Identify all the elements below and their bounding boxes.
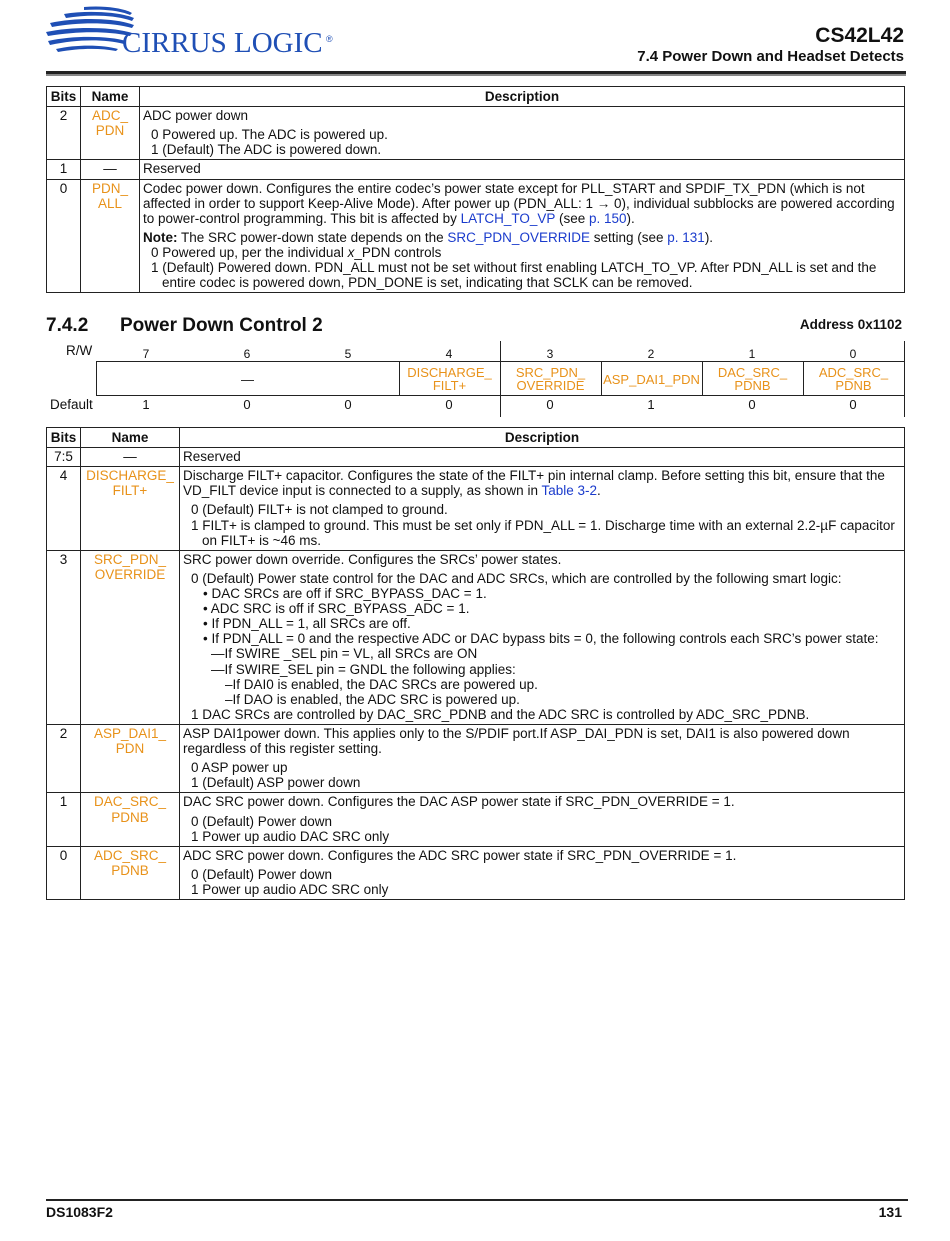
table-row: 0 PDN_ ALL Codec power down. Configures the entire codec’s power state except for PLL_START and SPDIF_TX_PDN (which is not affected in order to support Keep-Alive Mode). After power up (PDN_ALL: 1 → 0), individual subblocks are powered according to power-control programming. This bit is affected by LATCH_TO_VP (see p. 150). Note: The SRC power-down state depends on the SRC_PDN_OVERRIDE setting (see p. 131). 0 Powered up, per the individual x_PDN controls 1 (Default) Powered down. PDN_ALL must not be set without first enabling LATCH_TO_VP. After PDN_ALL is set and the entire codec is powered down, PDN_DONE is set, indicating that SCLK can be removed. — [47, 179, 905, 293]
default-value: 1 — [647, 397, 655, 412]
bit-number: 2 — [647, 347, 655, 361]
field-dac-src-pdnb: DAC_SRC_ PDNB — [717, 365, 788, 393]
document-id: CS42L42 — [815, 24, 904, 47]
field-adc-src-pdnb: ADC_SRC_ PDNB — [818, 365, 889, 393]
header-name: Name — [81, 87, 140, 107]
field-asp-dai1-pdn: ASP_DAI1_PDN — [603, 371, 700, 387]
header-bits: Bits — [47, 87, 81, 107]
field-discharge-filt: DISCHARGE_ FILT+ — [407, 365, 492, 393]
header-description: Description — [140, 87, 905, 107]
table-row: 3 SRC_PDN_ OVERRIDE SRC power down override. Configures the SRCs’ power states. 0 (Default) Power state control for the DAC and ADC SRCs, which are controlled by the following smart logic: • DAC SRCs are off if SRC_BYPASS_DAC = 1. • ADC SRC is off if SRC_BYPASS_ADC = 1. • If PDN_ALL = 1, all SRCs are off. • If PDN_ALL = 0 and the respective ADC or DAC bypass bits = 0, the following controls each SRC’s power state: —If SWIRE _SEL pin = VL, all SRCs are ON —If SWIRE_SEL pin = GNDL the following applies: –If DAI0 is enabled, the DAC SRCs are powered up. –If DAO is enabled, the ADC SRC is powered up. 1 DAC SRCs are controlled by DAC_SRC_PDNB and the ADC SRC is controlled by ADC_SRC_PDNB. — [47, 550, 905, 724]
register-address: Address 0x1102 — [799, 317, 902, 332]
table-header-row — [47, 87, 905, 107]
src-pdn-override-link[interactable]: SRC_PDN_OVERRIDE — [447, 229, 590, 245]
header-rule — [46, 71, 906, 76]
default-value: 0 — [445, 397, 453, 412]
bits-cell: 2 — [47, 107, 81, 160]
rw-label: R/W — [66, 343, 93, 358]
bit-number: 4 — [445, 347, 453, 361]
section-title: 7.4.2 Power Down Control 2 — [46, 315, 323, 336]
table-row: 7:5 — Reserved — [47, 448, 905, 467]
bit-description-table-1 — [46, 86, 905, 293]
register-map — [46, 341, 905, 417]
bit-number: 5 — [344, 347, 352, 361]
field-reserved: — — [241, 371, 254, 387]
table-row: 2 ASP_DAI1_ PDN ASP DAI1power down. This applies only to the S/PDIF port.If ASP_DAI_PDN is set, DAI1 is also powered down regardless of this register setting. 0 ASP power up 1 (Default) ASP power down — [47, 724, 905, 792]
logo-text: CIRRUS LOGIC — [122, 27, 323, 59]
default-value: 0 — [344, 397, 352, 412]
footer-rule — [46, 1199, 908, 1201]
page-131-link[interactable]: p. 131 — [667, 229, 705, 245]
default-value: 0 — [243, 397, 251, 412]
table-row: 4 DISCHARGE_ FILT+ Discharge FILT+ capacitor. Configures the state of the FILT+ pin internal clamp. Before setting this bit, ensure that the VD_FILT device input is connected to a supply, as shown in Table 3-2. 0 (Default) FILT+ is not clamped to ground. 1 FILT+ is clamped to ground. This must be set only if PDN_ALL = 1. Discharge time with an external 2.2-µF capacitor on FILT+ is ~46 ms. — [47, 467, 905, 551]
footer-document-id: DS1083F2 — [46, 1204, 113, 1220]
bit-number: 6 — [243, 347, 251, 361]
bit-number: 0 — [849, 347, 857, 361]
table-3-2-link[interactable]: Table 3-2 — [541, 483, 598, 499]
table-row — [47, 107, 905, 160]
section-header: 7.4 Power Down and Headset Detects — [637, 48, 904, 65]
latch-to-vp-link[interactable]: LATCH_TO_VP — [460, 210, 556, 226]
bit-number: 1 — [748, 347, 756, 361]
bit-description-table-2 — [46, 427, 905, 900]
description-cell: Codec power down. Configures the entire codec’s power state except for PLL_START and SPDIF_TX_PDN (which is not affected in order to support Keep-Alive Mode). After power up (PDN_ALL: 1 → 0), individual subblocks are powered according to power-control programming. This bit is affected by LATCH_TO_VP (see p. 150). Note: The SRC power-down state depends on the SRC_PDN_OVERRIDE setting (see p. 131). 0 Powered up, per the individual x_PDN controls 1 (Default) Powered down. PDN_ALL must not be set without first enabling LATCH_TO_VP. After PDN_ALL is set and the entire codec is powered down, PDN_DONE is set, indicating that SCLK can be removed. — [140, 179, 905, 293]
default-label: Default — [50, 397, 93, 412]
page-number: 131 — [878, 1204, 902, 1220]
bit-number: 3 — [546, 347, 554, 361]
svg-text:®: ® — [326, 34, 333, 44]
table-row: 1 — Reserved — [47, 160, 905, 179]
default-value: 0 — [546, 397, 554, 412]
description-cell: ADC power down 0 Powered up. The ADC is powered up. 1 (Default) The ADC is powered down. — [140, 107, 905, 160]
page-150-link[interactable]: p. 150 — [588, 210, 627, 226]
default-value: 0 — [849, 397, 857, 412]
field-src-pdn-override: SRC_PDN_ OVERRIDE — [515, 365, 586, 393]
bit-number: 7 — [142, 347, 150, 361]
table-row: 0 ADC_SRC_ PDNB ADC SRC power down. Configures the ADC SRC power state if SRC_PDN_OVERRIDE = 1. 0 (Default) Power down 1 Power up audio ADC SRC only — [47, 846, 905, 899]
table-row: 1 DAC_SRC_ PDNB DAC SRC power down. Configures the DAC ASP power state if SRC_PDN_OVERRIDE = 1. 0 (Default) Power down 1 Power up audio DAC SRC only — [47, 793, 905, 846]
cirrus-logic-logo — [44, 4, 344, 62]
default-value: 1 — [142, 397, 150, 412]
name-cell: ADC_ PDN — [81, 107, 140, 160]
table-header-row: Bits Name Description — [47, 428, 905, 448]
default-value: 0 — [748, 397, 756, 412]
